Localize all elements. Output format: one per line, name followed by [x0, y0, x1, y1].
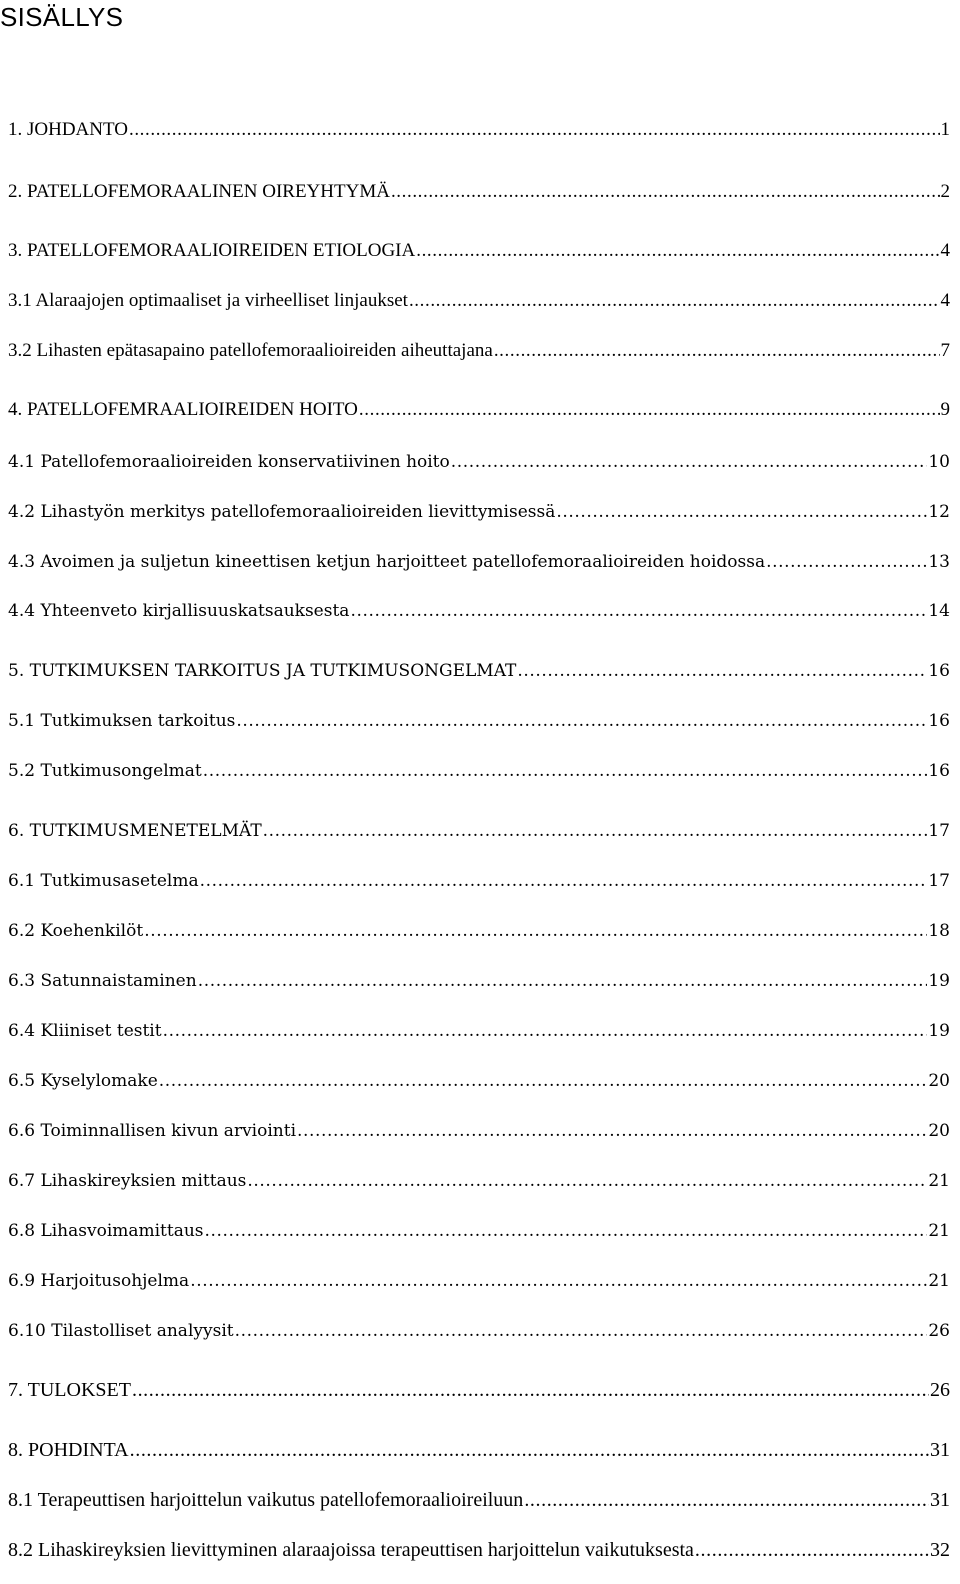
toc-entry-page: 31 [930, 1439, 950, 1461]
toc-entry[interactable] [8, 1118, 950, 1144]
toc-entry-label: 8. POHDINTA [8, 1439, 129, 1461]
toc-entry-label: 6.4 Kliiniset testit [8, 1021, 162, 1041]
dot-leader [247, 1168, 927, 1194]
toc-entry-page: 14 [928, 601, 950, 621]
toc-entry-label: 6.7 Lihaskireyksien mittaus [8, 1171, 247, 1191]
toc-entry-label: 3. PATELLOFEMORAALIOIREIDEN ETIOLOGIA [8, 240, 416, 261]
toc-entry-label: 4.2 Lihastyön merkitys patellofemoraalioireiden lievittymisessä [8, 502, 556, 522]
dot-leader [451, 449, 928, 475]
toc-entry-page: 19 [928, 1021, 950, 1041]
dot-leader [198, 968, 928, 994]
toc-entry-label: 5.1 Tutkimuksen tarkoitus [8, 711, 236, 731]
toc-entry-page: 1 [940, 119, 950, 140]
dot-leader [416, 238, 939, 264]
toc-entry-label: 3.2 Lihasten epätasapaino patellofemoraalioireiden aiheuttajana [8, 340, 493, 361]
dot-leader [144, 918, 927, 944]
toc-entry-label: 8.1 Terapeuttisen harjoittelun vaikutus patellofemoraalioireiluun [8, 1489, 524, 1511]
toc-entry-page: 26 [930, 1379, 950, 1401]
toc-entry-label: 6.8 Lihasvoimamittaus [8, 1221, 204, 1241]
toc-entry-label: 4.4 Yhteenveto kirjallisuuskatsauksesta [8, 601, 350, 621]
toc-entry-label: 1. JOHDANTO [8, 119, 128, 140]
dot-leader [129, 117, 940, 143]
toc-entry[interactable] [8, 1377, 950, 1403]
toc-entry-label: 7. TULOKSET [8, 1379, 131, 1401]
toc-entry-page: 16 [928, 761, 950, 781]
toc-entry-label: 4.3 Avoimen ja suljetun kineettisen ketjun harjoitteet patellofemoraalioireiden hoidossa [8, 552, 766, 572]
toc-entry[interactable] [8, 549, 950, 575]
toc-entry-page: 19 [928, 971, 950, 991]
toc-entry-page: 31 [930, 1489, 950, 1511]
toc-entry-label: 6.9 Harjoitusohjelma [8, 1271, 190, 1291]
dot-leader [236, 708, 927, 734]
toc-entry-page: 20 [928, 1071, 950, 1091]
toc-entry[interactable] [8, 499, 950, 525]
toc-list [8, 0, 950, 1584]
toc-entry[interactable] [8, 918, 950, 944]
toc-entry-label: 6.6 Toiminnallisen kivun arviointi [8, 1121, 297, 1141]
toc-entry[interactable] [8, 238, 950, 264]
toc-entry[interactable] [8, 1437, 950, 1463]
toc-entry[interactable] [8, 1068, 950, 1094]
toc-entry-page: 20 [928, 1121, 950, 1141]
dot-leader [695, 1537, 929, 1563]
toc-entry[interactable] [8, 818, 950, 844]
toc-entry-page: 32 [930, 1539, 950, 1561]
dot-leader [130, 1437, 929, 1463]
dot-leader [132, 1377, 929, 1403]
toc-entry-page: 26 [928, 1321, 950, 1341]
toc-entry-label: 6. TUTKIMUSMENETELMÄT [8, 821, 262, 841]
toc-entry-page: 18 [928, 921, 950, 941]
toc-entry[interactable] [8, 179, 950, 205]
toc-entry-label: 6.3 Satunnaistaminen [8, 971, 197, 991]
toc-entry[interactable] [8, 117, 950, 143]
toc-entry-page: 13 [928, 552, 950, 572]
toc-entry-label: 5.2 Tutkimusongelmat [8, 761, 202, 781]
toc-entry-label: 8.2 Lihaskireyksien lievittyminen alaraajoissa terapeuttisen harjoittelun vaikutuksesta [8, 1539, 694, 1561]
dot-leader [263, 818, 928, 844]
dot-leader [766, 549, 927, 575]
toc-entry-label: 4. PATELLOFEMRAALIOIREIDEN HOITO [8, 399, 358, 420]
dot-leader [359, 397, 940, 423]
toc-entry[interactable] [8, 758, 950, 784]
dot-leader [494, 338, 940, 364]
toc-entry-page: 9 [940, 399, 950, 420]
dot-leader [524, 1487, 929, 1513]
toc-entry[interactable] [8, 338, 950, 364]
toc-entry[interactable] [8, 449, 950, 475]
toc-entry-label: 2. PATELLOFEMORAALINEN OIREYHTYMÄ [8, 181, 390, 202]
dot-leader [409, 288, 940, 314]
toc-entry[interactable] [8, 1218, 950, 1244]
toc-entry-page: 21 [928, 1171, 950, 1191]
toc-entry-page: 17 [928, 821, 950, 841]
dot-leader [350, 598, 927, 624]
toc-entry[interactable] [8, 1318, 950, 1344]
toc-entry-page: 10 [928, 452, 950, 472]
toc-entry-page: 12 [928, 502, 950, 522]
dot-leader [391, 179, 940, 205]
page-title: SISÄLLYS [0, 2, 124, 32]
toc-entry-page: 4 [940, 240, 950, 261]
dot-leader [517, 658, 927, 684]
toc-entry-page: 21 [928, 1221, 950, 1241]
toc-entry[interactable] [8, 1018, 950, 1044]
dot-leader [235, 1318, 928, 1344]
toc-entry[interactable] [8, 1537, 950, 1563]
toc-entry[interactable] [8, 1268, 950, 1294]
toc-entry-page: 16 [928, 711, 950, 731]
toc-entry-label: 6.10 Tilastolliset analyysit [8, 1321, 234, 1341]
toc-entry[interactable] [8, 288, 950, 314]
toc-entry[interactable] [8, 1487, 950, 1513]
dot-leader [203, 758, 928, 784]
dot-leader [159, 1068, 928, 1094]
toc-entry[interactable] [8, 598, 950, 624]
toc-entry-page: 7 [940, 340, 950, 361]
dot-leader [190, 1268, 927, 1294]
toc-entry-page: 17 [928, 871, 950, 891]
toc-entry-label: 4.1 Patellofemoraalioireiden konservatiivinen hoito [8, 452, 450, 472]
dot-leader [556, 499, 927, 525]
toc-entry-page: 4 [940, 290, 950, 311]
toc-entry[interactable] [8, 968, 950, 994]
toc-entry-label: 6.1 Tutkimusasetelma [8, 871, 199, 891]
toc-entry-label: 6.2 Koehenkilöt [8, 921, 144, 941]
toc-entry[interactable] [8, 868, 950, 894]
toc-entry-page: 16 [928, 661, 950, 681]
toc-entry[interactable] [8, 708, 950, 734]
toc-entry[interactable] [8, 658, 950, 684]
toc-entry-page: 21 [928, 1271, 950, 1291]
toc-entry-label: 5. TUTKIMUKSEN TARKOITUS JA TUTKIMUSONGELMAT [8, 661, 517, 681]
toc-entry-label: 6.5 Kyselylomake [8, 1071, 158, 1091]
dot-leader [205, 1218, 928, 1244]
dot-leader [297, 1118, 927, 1144]
toc-entry-page: 2 [940, 181, 950, 202]
toc-entry-label: 3.1 Alaraajojen optimaaliset ja virheelliset linjaukset [8, 290, 408, 311]
toc-entry[interactable] [8, 1168, 950, 1194]
toc-entry[interactable] [8, 397, 950, 423]
dot-leader [163, 1018, 928, 1044]
dot-leader [200, 868, 928, 894]
